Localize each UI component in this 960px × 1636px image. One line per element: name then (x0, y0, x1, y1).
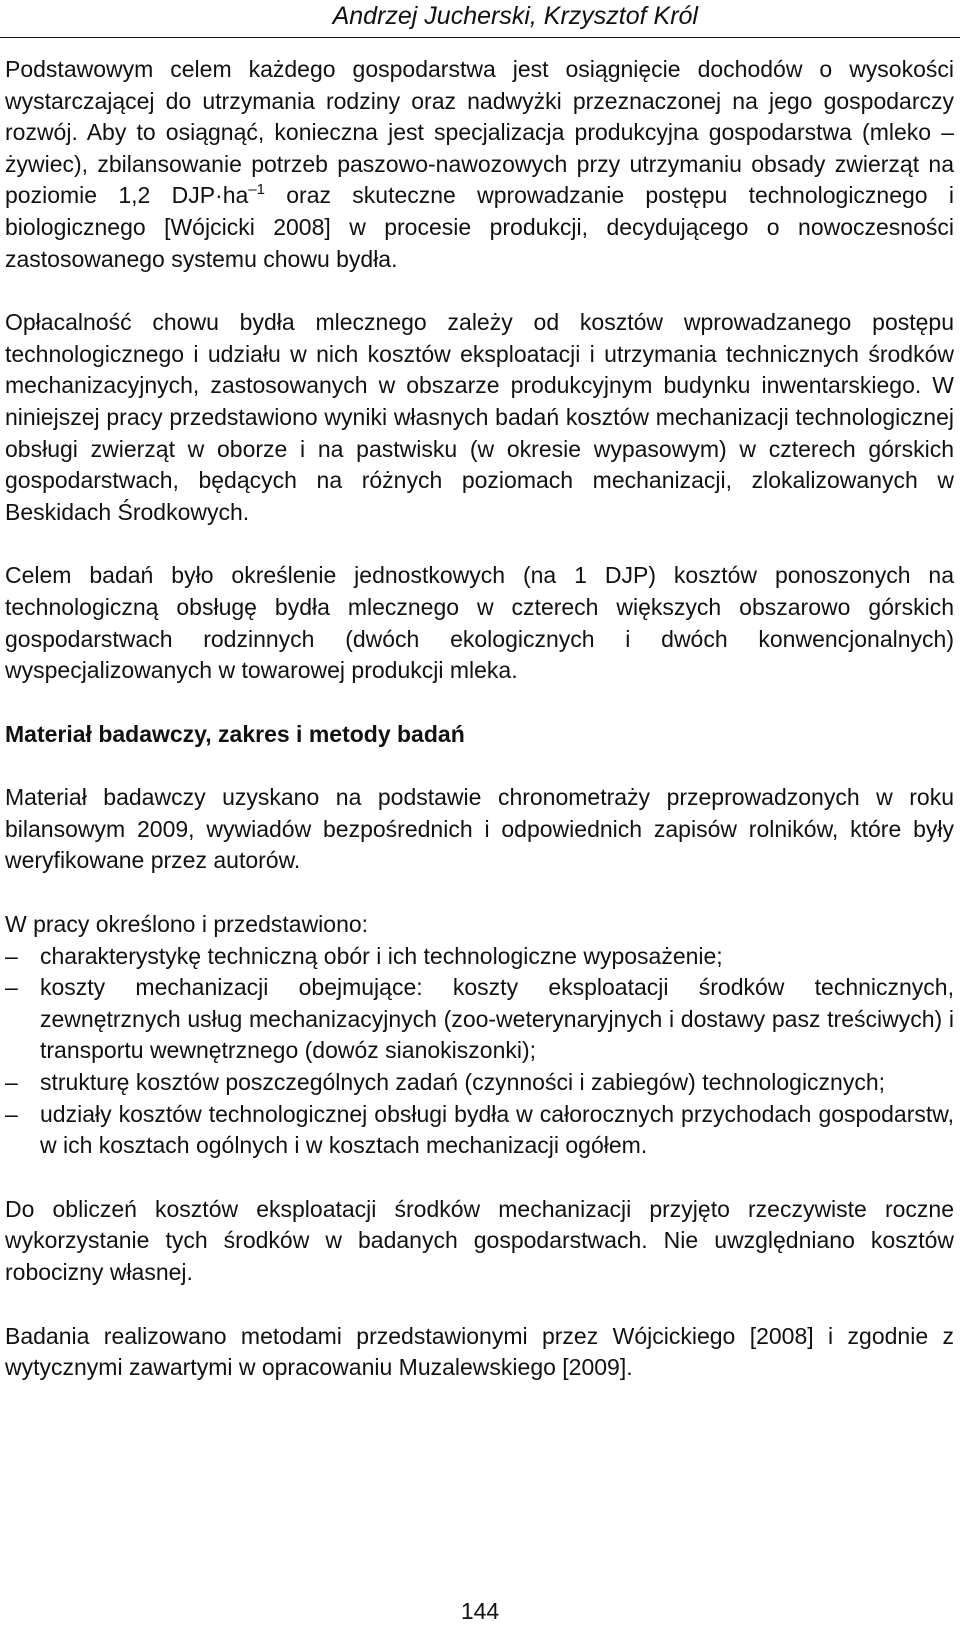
page-body (5, 54, 954, 1384)
section-heading-methods: Materiał badawczy, zakres i metody badań (5, 720, 465, 747)
paragraph-material: Materiał badawczy uzyskano na podstawie chronometraży przeprowadzonych w roku bilansowym 2009, wywiadów bezpośrednich i odpowiednich zapisów rolników, które były weryfikowane przez autorów. (5, 784, 954, 874)
dash-bullet-icon: – (5, 1100, 18, 1127)
dash-bullet-icon: – (5, 1069, 18, 1096)
list-item (5, 941, 954, 973)
list-item-text: koszty mechanizacji obejmujące: koszty eksploatacji środków technicznych, zewnętrznych usług mechanizacyjnych (zoo-weterynaryjnych i dostawy pasz treściwych) i transportu wewnętrznego (dowóz sianokiszonki); (40, 974, 954, 1064)
dash-bullet-icon: – (5, 974, 18, 1001)
paragraph-list-intro: W pracy określono i przedstawiono: (5, 911, 369, 938)
list-item-text: strukturę kosztów poszczególnych zadań (czynności i zabiegów) technologicznych; (40, 1069, 886, 1096)
running-header-authors: Andrzej Jucherski, Krzysztof Król (332, 2, 698, 30)
page-number: 144 (460, 1598, 500, 1624)
dash-bullet-icon: – (5, 942, 18, 969)
paragraph-intro (5, 54, 954, 275)
list-item-text: charakterystykę techniczną obór i ich technologiczne wyposażenie; (40, 942, 723, 969)
paragraph-intro-text: Podstawowym celem każdego gospodarstwa jest osiągnięcie dochodów o wysokości wystarczającej do utrzymania rodziny oraz nadwyżki przeznaczonej na jego gospodarczy rozwój. Aby to osiągnąć, konieczna jest specjalizacja produkcyjna gospodarstwa (mleko – żywiec), zbilansowanie potrzeb paszowo-nawozowych przy utrzymaniu obsady zwierząt na poziomie 1,2 DJP·ha (5, 56, 954, 209)
unit-superscript: –1 (248, 181, 265, 199)
scope-list (5, 941, 954, 1162)
paragraph-profitability: Opłacalność chowu bydła mlecznego zależy od kosztów wprowadzanego postępu technologicznego i udziału w nich kosztów eksploatacji i utrzymania technicznych środków mechanizacyjnych, zastosowanych w obszarze produkcyjnym budynku inwentarskiego. W niniejszej pracy przedstawiono wyniki własnych badań kosztów mechanizacji technologicznej obsługi zwierząt w oborze i na pastwisku (w okresie wypasowym) w czterech górskich gospodarstwach, będących na różnych poziomach mechanizacji, zlokalizowanych w Beskidach Środkowych. (5, 309, 954, 525)
list-item (5, 1067, 954, 1099)
list-item-text: udziały kosztów technologicznej obsługi bydła w całorocznych przychodach gospodarstw, w ich kosztach ogólnych i w kosztach mechanizacji ogółem. (40, 1100, 954, 1159)
paragraph-cost-calculation: Do obliczeń kosztów eksploatacji środków mechanizacji przyjęto rzeczywiste roczne wykorzystanie tych środków w badanych gospodarstwach. Nie uwzględniano kosztów robocizny własnej. (5, 1195, 954, 1285)
paragraph-study-goal: Celem badań było określenie jednostkowych (na 1 DJP) kosztów ponoszonych na technologiczną obsługę bydła mlecznego w czterech większych obszarowo górskich gospodarstwach rodzinnych (dwóch ekologicznych i dwóch konwencjonalnych) wyspecjalizowanych w towarowej produkcji mleka. (5, 562, 954, 684)
header-divider (0, 37, 960, 38)
paragraph-methods-reference: Badania realizowano metodami przedstawionymi przez Wójcickiego [2008] i zgodnie z wytycznymi zawartymi w opracowaniu Muzalewskiego [2009]. (5, 1322, 954, 1381)
list-item (5, 1099, 954, 1162)
paragraph-intro-text-end: oraz skuteczne wprowadzanie postępu technologicznego i biologicznego [Wójcicki 2008] w procesie produkcji, decydującego o nowoczesności zastosowanego systemu chowu bydła. (5, 182, 954, 272)
list-item (5, 972, 954, 1067)
